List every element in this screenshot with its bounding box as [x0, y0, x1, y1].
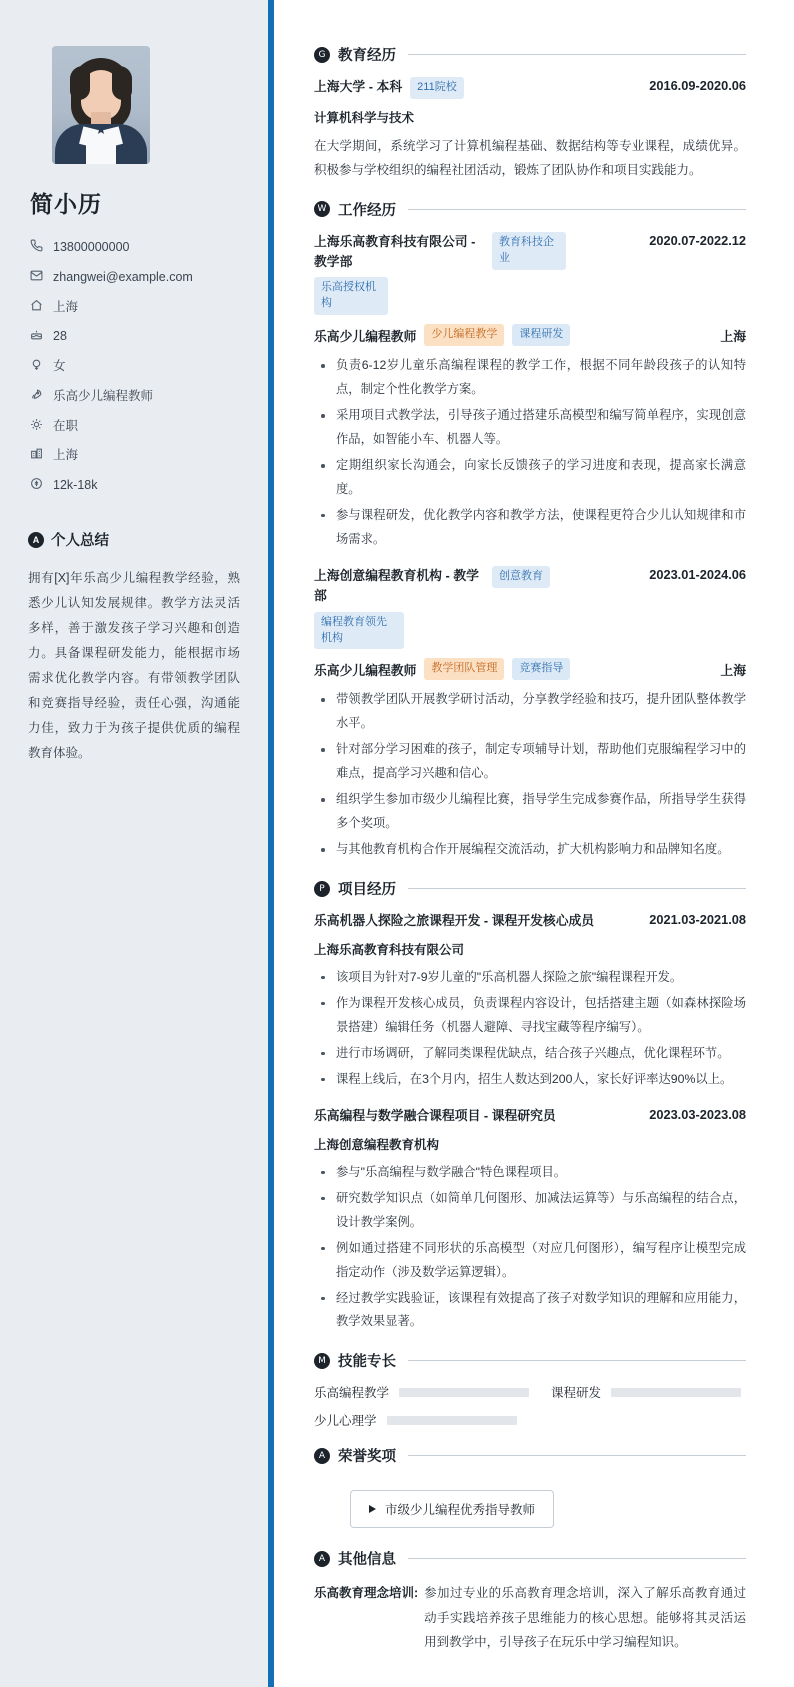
bullet: 该项目为针对7-9岁儿童的"乐高机器人探险之旅"编程课程开发。: [314, 966, 746, 990]
contact-phone: [28, 239, 240, 255]
work-company-tag: 乐高授权机构: [314, 277, 388, 315]
work-role: 乐高少儿编程教师: [314, 662, 417, 678]
other-title: 其他信息: [338, 1552, 396, 1569]
bullet: 采用项目式教学法，引导孩子通过搭建乐高模型和编写简单程序，实现创意作品，如智能小车、机器人等。: [314, 404, 746, 452]
skill-list: [314, 1383, 746, 1429]
summary-heading: [28, 529, 240, 550]
bullet: 组织学生参加市级少儿编程比赛，指导学生完成参赛作品，所指导学生获得多个奖项。: [314, 788, 746, 836]
bullet: 与其他教育机构合作开展编程交流活动，扩大机构影响力和品牌知名度。: [314, 838, 746, 862]
work-role-tag: 少儿编程教学: [424, 324, 504, 346]
project-org: 上海乐高教育科技有限公司: [314, 942, 465, 957]
bullet: 进行市场调研，了解同类课程优缺点，结合孩子兴趣点，优化课程环节。: [314, 1042, 746, 1066]
contact-city: [28, 447, 240, 463]
summary-text: 拥有[X]年乐高少儿编程教学经验，熟悉少儿认知发展规律。教学方法灵活多样，善于激发孩子学习兴趣和创造力。具备课程研发能力，能根据市场需求优化教学内容。有带领教学团队和竞赛指导经验，责任心强，沟通能力佳，致力于为孩子提供优质的编程教育体验。: [28, 571, 240, 761]
gender-icon: [28, 358, 44, 371]
project-date: 2023.03-2023.08: [649, 1106, 746, 1122]
other-text: 参加过专业的乐高教育理念培训，深入了解乐高教育通过动手实践培养孩子思维能力的核心思想。能够将其灵活运用到教学中，引导孩子在玩乐中学习编程知识。: [424, 1586, 746, 1650]
work-bullets: [314, 354, 746, 552]
contact-status: [28, 418, 240, 434]
bullet: 作为课程开发核心成员，负责课程内容设计，包括搭建主题（如森林探险场景搭建）编辑任务（机器人避障、寻找宝藏等程序编写）。: [314, 992, 746, 1040]
avatar-photo: [52, 46, 150, 164]
contact-list: [28, 239, 240, 493]
work-bullets: [314, 688, 746, 862]
education-heading: [314, 44, 746, 65]
graduation-cap-icon: G: [314, 47, 330, 63]
work-location: 上海: [720, 328, 746, 344]
bullet: 参与"乐高编程与数学融合"特色课程项目。: [314, 1161, 746, 1185]
work-heading: [314, 199, 746, 220]
work-company-tag: 教育科技企业: [492, 232, 566, 270]
contact-email: [28, 269, 240, 285]
projects-heading: [314, 878, 746, 899]
honor-label: 市级少儿编程优秀指导教师: [385, 1503, 536, 1518]
project-bullets: [314, 966, 746, 1092]
contact-city-value: 上海: [53, 448, 79, 463]
candidate-name: 简小历: [30, 191, 102, 217]
folder-icon: P: [314, 881, 330, 897]
other-item: [314, 1581, 746, 1654]
skill-item: [314, 1411, 517, 1429]
bullet: 例如通过搭建不同形状的乐高模型（对应几何图形），编写程序让模型完成指定动作（涉及数学运算逻辑）。: [314, 1237, 746, 1285]
work-date: 2023.01-2024.06: [649, 566, 746, 582]
section-skills: [314, 1350, 746, 1429]
project-bullets: [314, 1161, 746, 1335]
work-date: 2020.07-2022.12: [649, 232, 746, 248]
sidebar: [0, 0, 268, 1687]
bullet: 定期组织家长沟通会，向家长反馈孩子的学习进度和表现，提高家长满意度。: [314, 454, 746, 502]
contact-email-value: zhangwei@example.com: [53, 269, 193, 284]
summary-title: 个人总结: [51, 533, 109, 550]
contact-hometown-value: 上海: [53, 299, 79, 314]
work-company-tag: 创意教育: [492, 566, 550, 588]
project-org: 上海创意编程教育机构: [314, 1137, 440, 1152]
contact-age-value: 28: [53, 329, 67, 344]
education-tag: 211院校: [410, 77, 464, 99]
divider: [408, 1558, 746, 1559]
section-honors: [314, 1445, 746, 1532]
skill-bar: [387, 1416, 517, 1425]
contact-gender-value: 女: [53, 359, 66, 373]
education-entry: [314, 77, 746, 183]
contact-age: [28, 328, 240, 344]
skills-title: 技能专长: [338, 1354, 396, 1371]
project-date: 2021.03-2021.08: [649, 912, 746, 928]
skill-name: 乐高编程教学: [314, 1386, 390, 1401]
bullet: 参与课程研发，优化教学内容和教学方法，使课程更符合少儿认知规律和市场需求。: [314, 504, 746, 552]
work-role: 乐高少儿编程教师: [314, 328, 417, 344]
project-entry: [314, 1106, 746, 1335]
work-location: 上海: [720, 662, 746, 678]
bullet: 课程上线后，在3个月内，招生人数达到200人，家长好评率达90%以上。: [314, 1068, 746, 1092]
honors-title: 荣誉奖项: [338, 1449, 396, 1466]
skill-bar: [611, 1388, 741, 1397]
work-role-tag: 课程研发: [512, 324, 570, 346]
section-other: [314, 1548, 746, 1654]
cake-icon: [28, 328, 44, 341]
honors-heading: [314, 1445, 746, 1466]
bullet: 负责6-12岁儿童乐高编程课程的教学工作，根据不同年龄段孩子的认知特点，制定个性化教学方案。: [314, 354, 746, 402]
projects-title: 项目经历: [338, 882, 396, 899]
work-title: 工作经历: [338, 202, 396, 219]
medal-icon: M: [314, 1353, 330, 1369]
work-role-tag: 教学团队管理: [424, 658, 504, 680]
mail-icon: [28, 269, 44, 282]
work-role-tag: 竞赛指导: [512, 658, 570, 680]
skill-name: 课程研发: [551, 1386, 602, 1401]
briefcase-icon: W: [314, 201, 330, 217]
project-entry: [314, 911, 746, 1092]
section-projects: [314, 878, 746, 1334]
phone-icon: [28, 239, 44, 252]
play-triangle-icon: [369, 1505, 376, 1513]
divider: [408, 209, 746, 210]
person-icon: A: [28, 532, 44, 548]
salary-icon: [28, 477, 44, 490]
contact-position: [28, 388, 240, 404]
contact-gender: [28, 358, 240, 374]
work-entry: [314, 232, 746, 552]
contact-salary-value: 12k-18k: [53, 478, 98, 492]
honor-item[interactable]: [350, 1490, 554, 1528]
education-school: 上海大学 - 本科: [314, 79, 403, 94]
contact-phone-value: 13800000000: [53, 240, 130, 254]
avatar: [52, 46, 150, 164]
bullet: 经过教学实践验证，该课程有效提高了孩子对数学知识的理解和应用能力，教学效果显著。: [314, 1287, 746, 1335]
status-icon: [28, 418, 44, 431]
other-label: 乐高教育理念培训:: [314, 1586, 419, 1601]
contact-salary: [28, 477, 240, 493]
home-icon: [28, 299, 44, 312]
bullet: 针对部分学习困难的孩子，制定专项辅导计划，帮助他们克服编程学习中的难点，提高学习兴趣和信心。: [314, 738, 746, 786]
skill-name: 少儿心理学: [314, 1414, 377, 1429]
education-desc: 在大学期间，系统学习了计算机编程基础、数据结构等专业课程，成绩优异。积极参与学校组织的编程社团活动，锻炼了团队协作和项目实践能力。: [314, 138, 746, 178]
education-date: 2016.09-2020.06: [649, 78, 746, 93]
skill-bar: [399, 1388, 529, 1397]
section-education: [314, 44, 746, 183]
work-company-tag: 编程教育领先机构: [314, 612, 404, 650]
work-entry: [314, 566, 746, 862]
city-icon: [28, 447, 44, 460]
divider: [408, 888, 746, 889]
rocket-icon: [28, 388, 44, 401]
education-title: 教育经历: [338, 48, 396, 64]
bullet: 带领教学团队开展教学研讨活动，分享教学经验和技巧，提升团队整体教学水平。: [314, 688, 746, 736]
skill-item: [551, 1383, 741, 1401]
project-title: 乐高编程与数学融合课程项目 - 课程研究员: [314, 1107, 556, 1123]
skills-heading: [314, 1350, 746, 1371]
education-major: 计算机科学与技术: [314, 110, 415, 125]
divider: [408, 1455, 746, 1456]
main-content: [274, 0, 794, 1687]
contact-hometown: [28, 299, 240, 315]
bullet: 研究数学知识点（如简单几何图形、加减法运算等）与乐高编程的结合点，设计教学案例。: [314, 1187, 746, 1235]
award-icon: A: [314, 1448, 330, 1464]
contact-position-value: 乐高少儿编程教师: [53, 388, 154, 403]
work-company: 上海乐高教育科技有限公司 - 教学部: [314, 233, 476, 269]
project-title: 乐高机器人探险之旅课程开发 - 课程开发核心成员: [314, 913, 595, 929]
divider: [408, 1360, 746, 1361]
section-work: [314, 199, 746, 862]
skill-item: [314, 1383, 529, 1401]
divider: [408, 54, 746, 55]
info-icon: A: [314, 1551, 330, 1567]
contact-status-value: 在职: [53, 418, 79, 433]
work-company: 上海创意编程教育机构 - 教学部: [314, 567, 479, 603]
other-heading: [314, 1548, 746, 1569]
